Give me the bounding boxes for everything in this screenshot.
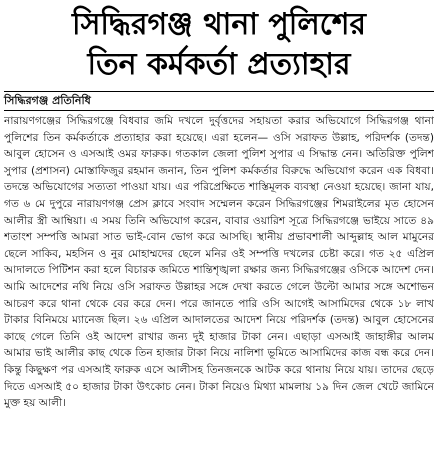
article-body [4, 113, 434, 447]
article-paragraph: নারায়ণগঞ্জের সিদ্ধিরগঞ্জে বিধবার জমি দখলে দুর্বৃত্তদের সহায়তা করার অভিযোগে সিদ্ধিরগঞ্জ থানা পুলিশের তিন কর্মকর্তাকে প্রত্যাহার করা হয়েছে। এরা হলেন— ওসি সরাফত উল্লাহ, পরিদর্শক (তদন্ত) আবুল হোসেন ও এসআই ওমর ফারুক। গতকাল জেলা পুলিশ সুপার এ সিদ্ধান্ত নেন। অতিরিক্ত পুলিশ সুপার (প্রশাসন) মোস্তাফিজুর রহমান জনান, তিন পুলিশ কর্মকর্তার বিরুদ্ধে অভিযোগ করেন এক বিধবা। তদন্তে অভিযোগের সত্যতা পাওয়া যায়। এর পরিপ্রেক্ষিতে শাস্তিমূলক ব্যবস্থা নেওয়া হয়েছে। জানা যায়, গত ৬ মে দুপুরে নারায়ণগঞ্জ প্রেস ক্লাবে সংবাদ সম্মেলন করেন সিদ্ধিরগঞ্জের শিমরাইলের মৃত হোসেন আলীর স্ত্রী আম্বিয়া। এ সময় তিনি অভিযোগ করেন, বাবার ওয়ারিশ সূত্রে সিদ্ধিরগঞ্জে ভাইয়ে সাতে ৪৯ শতাংশ সম্পত্তি আমরা সাত ভাই-বোন ভোগ করে আসছি। স্থানীয় প্রভাবশালী আব্দুল্লাহ আল মামুনের ছেলে সাকিব, মহসিন ও নুর মোহাম্মদের ছেলে মনির ওই সম্পত্তি দখলের চেষ্টা করে। গত ২৫ এপ্রিল আদালতে পিটিশন করা হলে বিচারক জমিতে শান্তিশৃঙ্খলা রক্ষার জন্য সিদ্ধিরগঞ্জের ওসিকে আদেশ দেন। আমি আদেশের নথি নিয়ে ওসি সরাফত উল্লাহর সঙ্গে দেখা করতে গেলে উল্টো আমার সঙ্গে অশোভন আচরণ করে থানা থেকে বের করে দেন। পরে জানতে পারি ওসি আগেই আসামিদের থেকে ১৮ লাখ টাকার বিনিময়ে ম্যানেজ ছিল। ২৬ এপ্রিল আদালতের আদেশ নিয়ে পরিদর্শক (তদন্ত) আবুল হোসেনের কাছে গেলে তিনি ওই আদেশ রাখার জন্য দুই হাজার টাকা নেন। এছাড়া এসআই জাহাঙ্গীর আলম আমার ভাই আলীর কাছ থেকে তিন হাজার টাকা নিয়ে নালিশা ভূমিতে আসামিদের কাজ বন্ধ করে দেন। কিন্তু কিছুক্ষণ পর এসআই ফারুক এসে আলীসহ তিনজনকে আটক করে থানায় নিয়ে যায়। তাদের ছেড়ে দিতে এসআই ৫০ হাজার টাকা উৎকোচ নেন। টাকা নিয়েও মিথ্যা মামলায় ১৯ দিন জেল খেটে জামিনে মুক্ত হয় আলী। [4, 115, 434, 410]
byline: সিদ্ধিরগঞ্জ প্রতিনিধি [4, 94, 91, 107]
divider-bottom [4, 110, 434, 111]
headline-line-2: তিন কর্মকর্তা প্রত্যাহার [87, 47, 351, 82]
divider-top [4, 91, 434, 92]
headline-line-1: সিদ্ধিরগঞ্জ থানা পুলিশের [71, 7, 366, 42]
